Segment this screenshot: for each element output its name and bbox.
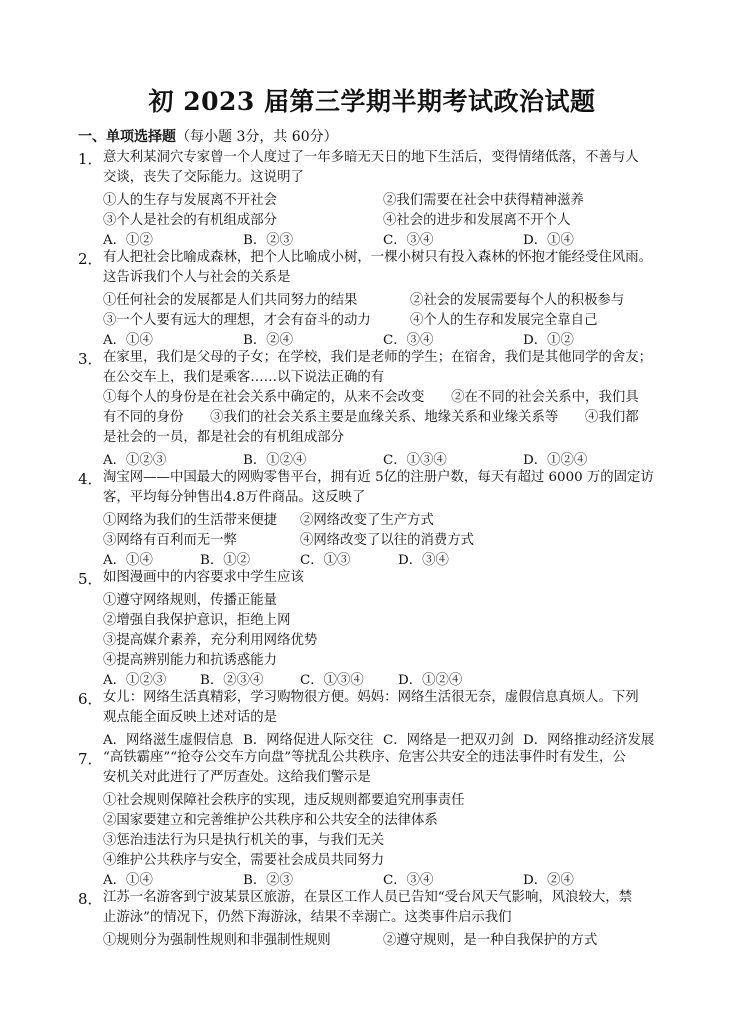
option-statement: ①规则分为强制性规则和非强制性规则 (103, 933, 331, 948)
answer-choice-b: B．网络促进人际交往 (243, 733, 374, 748)
question-stem: 这告诉我们个人与社会的关系是 (103, 270, 291, 285)
answer-choice-a: A．网络滋生虚假信息 (103, 733, 234, 748)
answer-choice-a: A．①②③ (103, 453, 167, 468)
question-stem: 如图漫画中的内容要求中学生应该 (103, 570, 304, 585)
question-number: 3． (78, 350, 103, 368)
answer-choice-a: A．①④ (103, 873, 153, 888)
question-stem: 客，平均每分钟售出4.8万件商品。这反映了 (103, 490, 366, 505)
page-title: 初 2023 届第三学期半期考试政治试题 (148, 87, 596, 116)
answer-choice-d: D．①②④ (523, 453, 588, 468)
answer-choice-b: B．①②④ (243, 453, 307, 468)
option-statement: ①社会规则保障社会秩序的实现，违反规则都要追究刑事责任 (103, 793, 465, 808)
question-stem: 观点能全面反映上述对话的是 (103, 710, 278, 725)
question-stem: 江苏一名游客到宁波某景区旅游，在景区工作人员已告知“受台风天气影响，风浪较大，禁 (103, 890, 633, 905)
question-number: 7． (78, 750, 103, 768)
answer-choice-d: D．①④ (523, 233, 574, 248)
answer-choice-d: D．网络推动经济发展 (523, 733, 655, 748)
option-statement: ③提高媒介素养，充分利用网络优势 (103, 633, 318, 648)
answer-choice-b: B．②④ (243, 333, 294, 348)
option-statement: ①遵守网络规则，传播正能量 (103, 593, 278, 608)
question-number: 8． (78, 890, 103, 908)
question-stem: 在家里，我们是父母的子女；在学校，我们是老师的学生；在宿舍，我们是其他同学的舍友； (103, 350, 653, 365)
option-statement: ④网络改变了以往的消费方式 (300, 533, 475, 548)
answer-choice-c: C．③④ (383, 233, 434, 248)
answer-choice-b: B．②③ (243, 233, 294, 248)
question-stem: 止游泳”的情况下，仍然下海游泳，结果不幸溺亡。这类事件启示我们 (103, 910, 512, 925)
option-statement: ②我们需要在社会中获得精神滋养 (383, 193, 584, 208)
answer-choice-d: D．③④ (398, 553, 449, 568)
option-statement: ②国家要建立和完善维护公共秩序和公共安全的法律体系 (103, 813, 438, 828)
option-statement: ③个人是社会的有机组成部分 (103, 213, 278, 228)
option-statement: ④个人的生存和发展完全靠自己 (410, 313, 598, 328)
question-number: 4． (78, 470, 103, 488)
answer-choice-b: B．②③④ (200, 673, 264, 688)
question-number: 1． (78, 150, 103, 168)
answer-choice-b: B．②③ (243, 873, 294, 888)
option-statement: ②网络改变了生产方式 (300, 513, 434, 528)
answer-choice-d: D．①②④ (398, 673, 463, 688)
answer-choice-c: C．网络是一把双刃剑 (383, 733, 514, 748)
question-stem: 淘宝网——中国最大的网购零售平台，拥有近 5亿的注册户数，每天有超过 6000 万的固定访 (103, 470, 654, 485)
option-statement: ③网络有百利而无一弊 (103, 533, 237, 548)
question-number: 6． (78, 690, 103, 708)
answer-choice-d: D．①② (523, 333, 574, 348)
option-statement: ③惩治违法行为只是执行机关的事，与我们无关 (103, 833, 385, 848)
answer-choice-c: C．①③④ (300, 673, 364, 688)
answer-choice-a: A．①②③ (103, 673, 167, 688)
answer-choice-d: D．②④ (523, 873, 574, 888)
answer-choice-c: C．③④ (383, 873, 434, 888)
option-statement: ①任何社会的发展都是人们共同努力的结果 (103, 293, 358, 308)
option-statement: ③一个人要有远大的理想，才会有奋斗的动力 (103, 313, 371, 328)
question-number: 2． (78, 250, 103, 268)
question-stem: 意大利某洞穴专家曾一个人度过了一年多暗无天日的地下生活后，变得情绪低落，不善与人 (103, 150, 639, 165)
option-statement: ②增强自我保护意识，拒绝上网 (103, 613, 291, 628)
option-statement: 是社会的一员，都是社会的有机组成部分 (103, 430, 345, 445)
answer-choice-a: A．①④ (103, 333, 153, 348)
answer-choice-a: A．①④ (103, 553, 153, 568)
section-heading (78, 126, 338, 146)
answer-choice-c: C．①③ (300, 553, 351, 568)
question-number: 5． (78, 570, 103, 588)
option-statement: ②社会的发展需要每个人的积极参与 (410, 293, 625, 308)
answer-choice-c: C．①③④ (383, 453, 447, 468)
question-stem: 安机关对此进行了严厉查处。这给我们警示是 (103, 770, 371, 785)
option-statement: ①每个人的身份是在社会关系中确定的，从来不会改变 ②在不同的社会关系中，我们具 (103, 390, 639, 405)
section-note: （每小题 3分，共 60分） (176, 129, 338, 145)
option-statement: ④社会的进步和发展离不开个人 (383, 213, 571, 228)
option-statement: ②遵守规则，是一种自我保护的方式 (383, 933, 598, 948)
answer-choice-c: C．③④ (383, 333, 434, 348)
question-stem: 交谈，丧失了交际能力。这说明了 (103, 170, 304, 185)
option-statement: ④提高辨别能力和抗诱惑能力 (103, 653, 278, 668)
question-stem: 女儿：网络生活真精彩，学习购物很方便。妈妈：网络生活很无奈，虚假信息真烦人。下列 (103, 690, 639, 705)
section-head: 一、单项选择题 (78, 129, 176, 145)
question-stem: 在公交车上，我们是乘客……以下说法正确的有 (103, 370, 385, 385)
option-statement: ①网络为我们的生活带来便捷 (103, 513, 278, 528)
option-statement: ④维护公共秩序与安全，需要社会成员共同努力 (103, 853, 385, 868)
option-statement: ①人的生存与发展离不开社会 (103, 193, 278, 208)
question-stem: “高铁霸座”“抢夺公交车方向盘”等扰乱公共秩序、危害公共安全的违法事件时有发生，公 (103, 750, 626, 765)
option-statement: 有不同的身份 ③我们的社会关系主要是血缘关系、地缘关系和业缘关系等 ④我们都 (103, 410, 639, 425)
question-stem: 有人把社会比喻成森林，把个人比喻成小树，一棵小树只有投入森林的怀抱才能经受住风雨。 (103, 250, 653, 265)
answer-choice-a: A．①② (103, 233, 153, 248)
answer-choice-b: B．①② (200, 553, 251, 568)
